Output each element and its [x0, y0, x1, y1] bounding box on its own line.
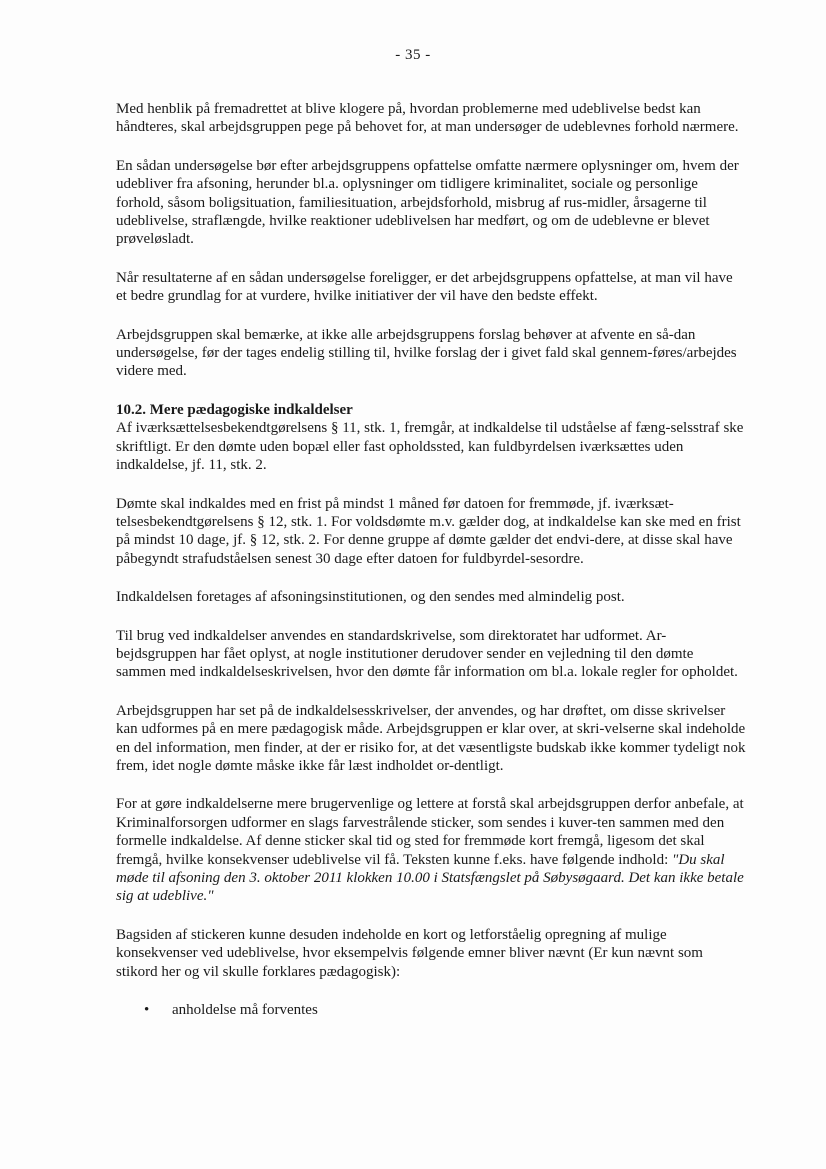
page-number: - 35 -: [395, 47, 431, 63]
paragraph-1: Med henblik på fremadrettet at blive klogere på, hvordan problemerne med udeblivelse bedst kan håndteres, skal arbejdsgruppen pege på behovet for, at man undersøger de udeblevnes forhold nærmere.: [116, 101, 739, 136]
paragraph-10: Bagsiden af stickeren kunne desuden indeholde en kort og letforståelig opregning af mulige konsekvenser ved udeblivelse, hvor eksempelvis følgende emner bliver nævnt (Er kun nævnt som stikord her og vil skulle forklares pædagogisk):: [116, 926, 703, 980]
paragraph-9-lead: For at gøre indkaldelserne mere brugervenlige og lettere at forstå skal arbejdsgruppen derfor anbefale, at Kriminalforsorgen udformer en slags farvestrålende sticker, som sendes i kuver-ten sammen med den formelle indkaldelse. Af denne sticker skal tid og sted for fremmøde kort fremgå, ligesom det skal fremgå, hvilke konsekvenser udeblivelse vil få. Teksten kunne f.eks. have følgende indhold:: [116, 796, 744, 868]
bullet-icon: •: [144, 1002, 150, 1019]
document-body: [116, 100, 746, 1019]
paragraph-8: Arbejdsgruppen har set på de indkaldelsesskrivelser, der anvendes, og har drøftet, om disse skrivelser kan udformes på en mere pædagogisk måde. Arbejdsgruppen er klar over, at skri-velserne skal indeholde en del information, men finder, at der er risiko for, at det væsentligste budskab ikke kommer tydeligt nok frem, idet nogle dømte måske ikke får læst indholdet or-dentligt.: [116, 702, 746, 774]
section-heading: 10.2. Mere pædagogiske indkaldelser: [116, 401, 353, 418]
section-intro-paragraph: Af iværksættelsesbekendtgørelsens § 11, stk. 1, fremgår, at indkaldelse til udståelse af fæng-selsstraf ske skriftligt. Er den dømte uden bopæl eller fast opholdssted, kan fuldbyrdelsen iværksættes uden indkaldelse, jf. 11, stk. 2.: [116, 420, 744, 474]
paragraph-9: [116, 795, 746, 905]
list-item: [144, 1001, 746, 1019]
paragraph-5: Dømte skal indkaldes med en frist på mindst 1 måned før datoen for fremmøde, jf. iværksæt-telsesbekendtgørelsens § 12, stk. 1. For voldsdømte m.v. gælder dog, at indkaldelse kan ske med en frist på mindst 10 dage, jf. § 12, stk. 2. For denne gruppe af dømte gælder det endvi-dere, at disse skal have påbegyndt strafudståelsen senest 30 dage efter datoen for fuldbyrdel-sesordre.: [116, 495, 741, 567]
consequence-list: [116, 1001, 746, 1019]
section-10-2: [116, 401, 746, 475]
paragraph-2: En sådan undersøgelse bør efter arbejdsgruppens opfattelse omfatte nærmere oplysninger om, hvem der udebliver fra afsoning, herunder bl.a. oplysninger om tidligere kriminalitet, sociale og personlige forhold, såsom boligsituation, familiesituation, arbejdsforhold, misbrug af rus-midler, årsagerne til udeblivelse, straflængde, hvilke reaktioner udeblivelsen har medført, og om de udeblevne er blevet prøveløsladt.: [116, 157, 739, 248]
paragraph-4: Arbejdsgruppen skal bemærke, at ikke alle arbejdsgruppens forslag behøver at afvente en så-dan undersøgelse, før der tages endelig stilling til, hvilke forslag der i givet fald skal gennem-føres/arbejdes videre med.: [116, 326, 737, 380]
paragraph-3: Når resultaterne af en sådan undersøgelse foreligger, er det arbejdsgruppens opfattelse, at man vil have et bedre grundlag for at vurdere, hvilke initiativer der vil have den bedste effekt.: [116, 269, 733, 305]
list-item-text: anholdelse må forventes: [172, 1002, 318, 1019]
paragraph-7: Til brug ved indkaldelser anvendes en standardskrivelse, som direktoratet har udformet. Ar-bejdsgruppen har fået oplyst, at nogle institutioner derudover sender en vejledning til den dømte sammen med indkaldelseskrivelsen, hvor den dømte får information om bl.a. lokale regler for opholdet.: [116, 627, 738, 681]
paragraph-9-quote: "Du skal møde til afsoning den 3. oktober 2011 klokken 10.00 i Statsfængslet på Søbysøgaard. Det kan ikke betale sig at udeblive.": [116, 851, 744, 905]
paragraph-6: Indkaldelsen foretages af afsoningsinstitutionen, og den sendes med almindelig post.: [116, 589, 625, 606]
